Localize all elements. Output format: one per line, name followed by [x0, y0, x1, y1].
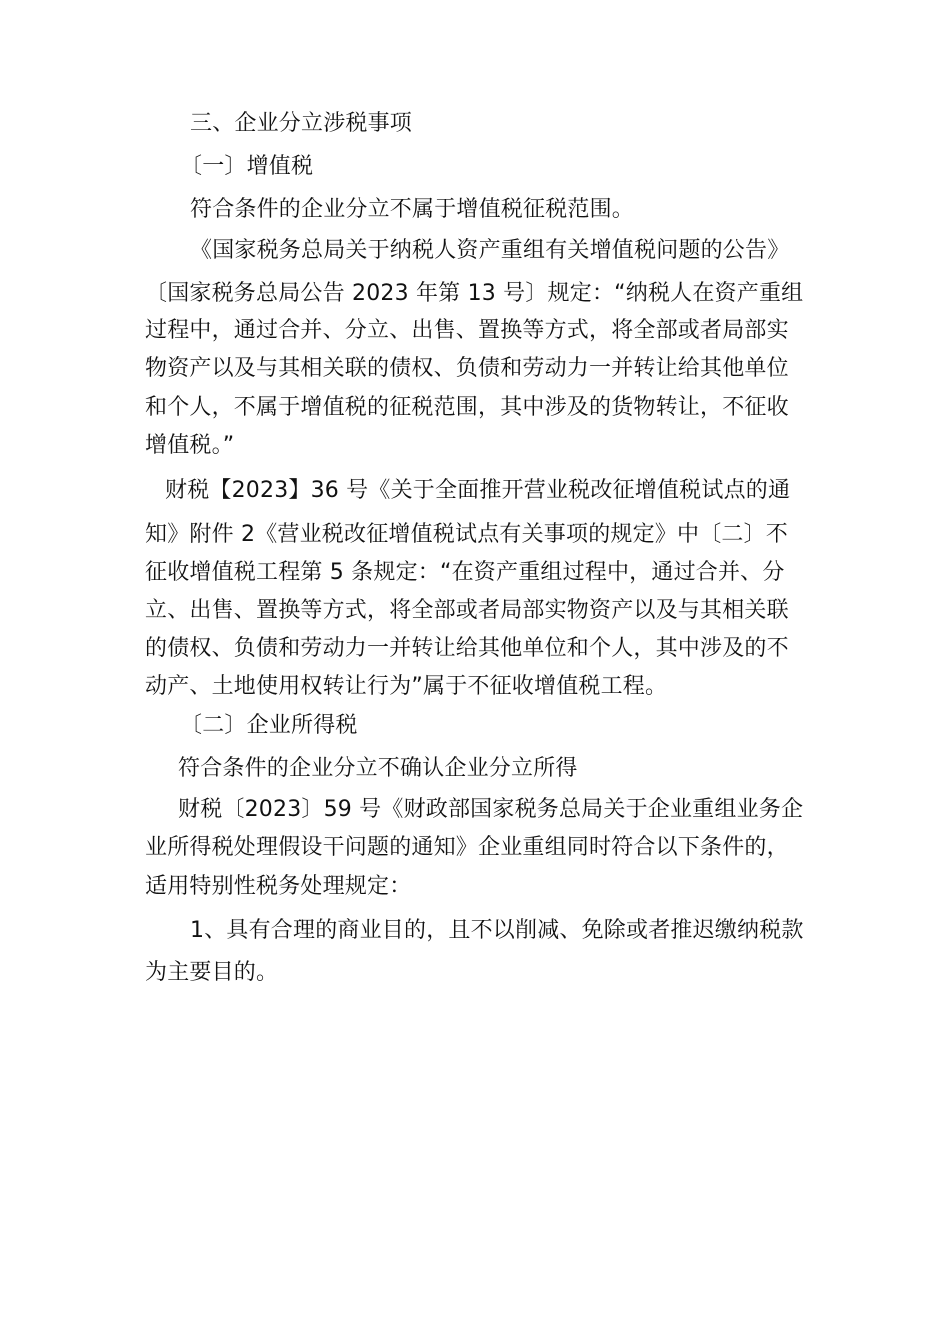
paragraph-line: 符合条件的企业分立不属于增值税征税范围。: [190, 197, 635, 222]
paragraph-line: 物资产以及与其相关联的债权、负债和劳动力一并转让给其他单位: [145, 356, 789, 381]
paragraph-line: 符合条件的企业分立不确认企业分立所得: [178, 756, 578, 781]
paragraph-line: 动产、土地使用权转让行为”属于不征收增值税工程。: [145, 674, 668, 699]
paragraph-line: 1、具有合理的商业目的，且不以削减、免除或者推迟缴纳税款: [190, 918, 804, 943]
paragraph-line: 〔国家税务总局公告 2023 年第 13 号〕规定：“纳税人在资产重组: [145, 281, 804, 306]
paragraph-line: 和个人，不属于增值税的征税范围，其中涉及的货物转让，不征收: [145, 395, 789, 420]
paragraph-line: 业所得税处理假设干问题的通知》企业重组同时符合以下条件的，: [145, 835, 789, 860]
paragraph-line: 知》附件 2《营业税改征增值税试点有关事项的规定》中〔二〕不: [145, 522, 788, 547]
subheading-corporate-income-tax: 〔二〕企业所得税: [180, 713, 358, 738]
paragraph-line: 财税【2023】36 号《关于全面推开营业税改征增值税试点的通: [165, 478, 791, 503]
paragraph-line: 过程中，通过合并、分立、出售、置换等方式，将全部或者局部实: [145, 318, 789, 343]
paragraph-line: 立、出售、置换等方式，将全部或者局部实物资产以及与其相关联: [145, 598, 789, 623]
paragraph-line: 《国家税务总局关于纳税人资产重组有关增值税问题的公告》: [190, 238, 790, 263]
paragraph-line: 征收增值税工程第 5 条规定：“在资产重组过程中，通过合并、分: [145, 560, 785, 585]
subheading-vat: 〔一〕增值税: [180, 154, 314, 179]
paragraph-line: 增值税。”: [145, 433, 235, 458]
section-heading-enterprise-division: 三、企业分立涉税事项: [190, 111, 413, 136]
paragraph-line: 适用特别性税务处理规定：: [145, 874, 412, 899]
paragraph-line: 为主要目的。: [145, 960, 279, 985]
paragraph-line: 的债权、负债和劳动力一并转让给其他单位和个人，其中涉及的不: [145, 636, 789, 661]
paragraph-line: 财税〔2023〕59 号《财政部国家税务总局关于企业重组业务企: [178, 797, 804, 822]
